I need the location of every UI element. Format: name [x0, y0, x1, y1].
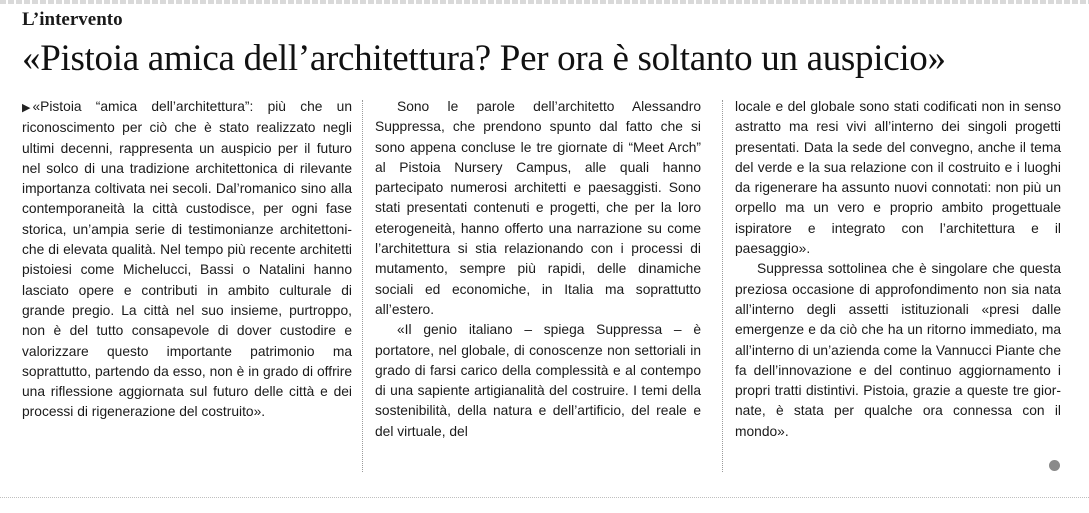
- article-column-1: [22, 97, 352, 423]
- top-rule: [0, 0, 1089, 4]
- column-divider: [362, 100, 363, 472]
- column-2-paragraph-2: «Il genio italiano – spiega Suppressa – è portatore, nel globale, di conoscenze non settoriali in grado di farsi carico della complessità e al contempo di una sapiente artigianalità del costruire. I temi della sostenibilità, della natura e dell’artificio, del reale e del virtuale, del: [375, 322, 701, 439]
- column-divider: [722, 100, 723, 472]
- article-column-2: [375, 97, 701, 442]
- bottom-rule: [0, 497, 1089, 498]
- column-3-paragraph-2: Suppressa sottolinea che è singolare che questa preziosa occasione di approfondimento non sia nata all’interno degli assetti istituzionali «presi dalle emergenze e da ciò che ha un ritorno immediato, ma all’interno di un’azienda come la Vannucci Piante che fa dell’innovazione e del continuo aggiornamento i propri tratti distintivi. Pistoia, grazie a queste tre giornate, è stata per qualche ora connessa con il mondo».: [735, 261, 1061, 439]
- triangle-right-icon: ▶: [22, 102, 31, 114]
- column-1-paragraph-1: [22, 97, 352, 423]
- column-2-paragraph-1: Sono le parole dell’architetto Alessandro Suppressa, che prendono spunto dal fatto che si sono appena concluse le tre giornate di “Meet Arch” al Pistoia Nursery Campus, alle quali hanno partecipato numerosi architetti e paesaggisti. Sono stati presentati contenuti e progetti, che per la loro eterogeneità, hanno offerto una narrazione su come l’architettura si stia relazionando con i processi di mutamento, sempre più rapidi, delle dinamiche sociali ed economiche, in Italia ma soprattutto all’estero.: [375, 99, 701, 317]
- article-headline: «Pistoia amica dell’architettura? Per ora è soltanto un auspicio»: [22, 38, 946, 79]
- column-3-paragraph-1: locale e del globale sono stati codificati non in senso astratto ma resi vivi all’interno dei singoli progetti presentati. Data la sede del convegno, anche il tema del verde e la sua relazione con il costruito e i luoghi da rigenerare ha assunto nuovi connotati: non più un orpello ma un vero e proprio ambito progettuale ispiratore e integrato con l’architettura e il paesaggio».: [735, 99, 1061, 257]
- paragraph-text: «Pistoia “amica dell’architettura”: più che un riconoscimento per ciò che è stato realizzato negli ultimi decenni, rappresenta un auspicio per il futuro nel solco di una tradizione architettonica di rilevante importanza coltivata nei secoli. Dal’romanico sino alla contemporaneità la città custodisce, per ogni fase storica, un’ampia serie di testimonianze architettoniche di elevata qualità. Nel tempo più recente architetti pistoiesi come Michelucci, Bassi o Natalini hanno lasciato opere e contributi in ambito culturale di grande pregio. La città nel suo insieme, purtroppo, non è del tutto consapevole di dover custodire e valorizzare questo importante patrimonio ma soprattutto, partendo da esso, non è in grado di offrire una riflessione aggiornata sul futuro delle città e dei processi di rigenerazione del costruito».: [22, 99, 352, 420]
- section-kicker: L’intervento: [22, 9, 123, 30]
- article-column-3: [735, 97, 1061, 442]
- end-of-article-dot-icon: [1049, 460, 1060, 471]
